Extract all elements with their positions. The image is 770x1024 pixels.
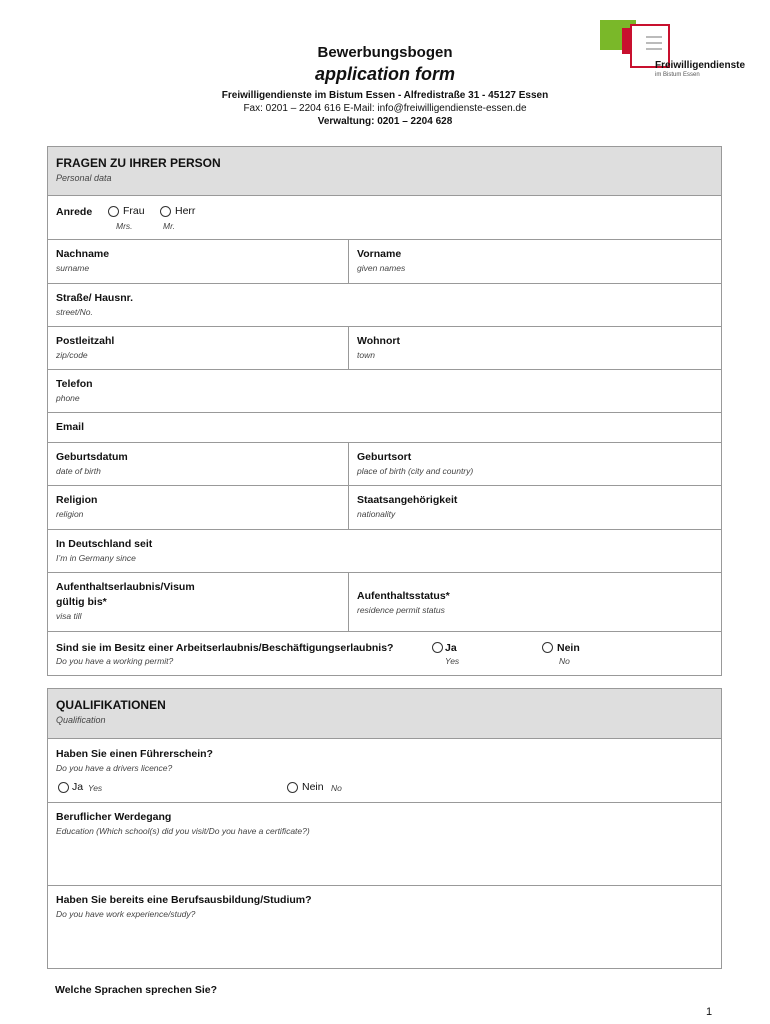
email-field[interactable] (48, 413, 721, 442)
training-field[interactable] (48, 886, 721, 968)
birth-date-sublabel: date of birth (56, 466, 101, 476)
visa-field[interactable] (48, 573, 203, 631)
licence-no-sublabel: No (331, 783, 342, 793)
page-number: 1 (706, 1006, 713, 1018)
phone-label: Telefon (56, 378, 93, 390)
religion-sublabel: religion (56, 509, 84, 519)
residence-status-sublabel: residence permit status (357, 605, 445, 615)
personal-data-heading (48, 147, 721, 196)
name-row (48, 240, 721, 284)
licence-yes-sublabel: Yes (88, 783, 103, 793)
salutation-label: Anrede (56, 206, 93, 218)
surname-label: Nachname (56, 248, 110, 260)
training-sublabel: Do you have work experience/study? (56, 909, 196, 919)
religion-label: Religion (56, 494, 98, 506)
visa-status-row (48, 573, 721, 632)
section-title: FRAGEN ZU IHRER PERSON (56, 156, 221, 170)
visa-label-line1: Aufenthaltserlaubnis/Visum (56, 581, 195, 593)
birth-row (48, 443, 721, 486)
phone-sublabel: phone (56, 393, 80, 403)
residence-status-label: Aufenthaltsstatus* (357, 590, 450, 602)
address-line: Freiwilligendienste im Bistum Essen - Alfredistraße 31 - 45127 Essen (221, 90, 549, 101)
qualification-heading (48, 689, 721, 739)
email-row (48, 413, 721, 443)
town-sublabel: town (357, 350, 375, 360)
section-subtitle: Personal data (56, 173, 112, 183)
licence-yes-radio[interactable] (58, 782, 69, 793)
herr-label: Herr (175, 205, 196, 217)
admin-line: Verwaltung: 0201 – 2204 628 (317, 116, 453, 127)
work-permit-sublabel: Do you have a working permit? (56, 656, 174, 666)
work-permit-no-radio[interactable] (542, 642, 553, 653)
zip-label: Postleitzahl (56, 335, 115, 347)
town-label: Wohnort (357, 335, 400, 347)
in-germany-field[interactable] (48, 530, 721, 572)
birth-date-field[interactable] (48, 443, 136, 485)
phone-field[interactable] (48, 370, 721, 412)
street-sublabel: street/No. (56, 307, 93, 317)
frau-radio[interactable] (108, 206, 119, 217)
personal-data-section (47, 146, 722, 676)
career-field[interactable] (48, 803, 721, 885)
phone-row (48, 370, 721, 413)
street-label: Straße/ Hausnr. (56, 292, 134, 304)
surname-sublabel: surname (56, 263, 90, 273)
given-name-field[interactable] (348, 240, 413, 283)
salutation-row (48, 196, 721, 240)
birth-place-sublabel: place of birth (city and country) (357, 466, 474, 476)
visa-label-line2: gültig bis* (56, 596, 107, 608)
birth-place-label: Geburtsort (357, 451, 412, 463)
licence-no-label: Nein (302, 781, 324, 793)
zip-sublabel: zip/code (56, 350, 88, 360)
drivers-licence-row (48, 739, 721, 803)
herr-radio[interactable] (160, 206, 171, 217)
work-permit-yes-sublabel: Yes (445, 656, 460, 666)
training-label: Haben Sie bereits eine Berufsausbildung/Studium? (56, 894, 312, 906)
in-germany-row (48, 530, 721, 573)
training-row (48, 886, 721, 968)
street-row (48, 284, 721, 327)
drivers-licence-sublabel: Do you have a drivers licence? (56, 763, 173, 773)
work-permit-yes-radio[interactable] (432, 642, 443, 653)
nationality-label: Staatsangehörigkeit (357, 494, 458, 506)
licence-yes-label: Ja (72, 781, 84, 793)
career-row (48, 803, 721, 886)
birth-date-label: Geburtsdatum (56, 451, 128, 463)
logo-brand-sub: im Bistum Essen (655, 72, 700, 78)
nationality-sublabel: nationality (357, 509, 396, 519)
qualification-section (47, 688, 722, 969)
birth-place-field[interactable] (348, 443, 481, 485)
given-name-label: Vorname (357, 248, 402, 260)
herr-sublabel: Mr. (163, 221, 175, 231)
languages-question: Welche Sprachen sprechen Sie? (55, 984, 218, 996)
work-permit-label: Sind sie im Besitz einer Arbeitserlaubnis/Beschäftigungserlaubnis? (56, 642, 394, 654)
visa-sublabel: visa till (56, 611, 82, 621)
town-field[interactable] (348, 327, 408, 369)
religion-field[interactable] (48, 486, 105, 529)
street-field[interactable] (48, 284, 721, 326)
form-subtitle: application form (314, 64, 455, 84)
given-name-sublabel: given names (357, 263, 406, 273)
contact-line: Fax: 0201 – 2204 616 E-Mail: info@freiwilligendienste-essen.de (243, 103, 527, 114)
drivers-licence-label: Haben Sie einen Führerschein? (56, 748, 213, 760)
form-header (0, 40, 770, 127)
work-permit-row (48, 632, 721, 676)
licence-no-radio[interactable] (287, 782, 298, 793)
work-permit-no-label: Nein (557, 642, 580, 654)
form-title: Bewerbungsbogen (317, 44, 453, 61)
career-sublabel: Education (Which school(s) did you visit/Do you have a certificate?) (56, 826, 310, 836)
surname-field[interactable] (48, 240, 117, 283)
frau-label: Frau (123, 205, 145, 217)
frau-sublabel: Mrs. (116, 221, 133, 231)
career-label: Beruflicher Werdegang (56, 811, 172, 823)
work-permit-yes-label: Ja (445, 642, 457, 654)
email-label: Email (56, 421, 85, 433)
section-subtitle: Qualification (56, 715, 106, 725)
work-permit-no-sublabel: No (559, 656, 570, 666)
logo-brand: Freiwilligendienste (655, 60, 746, 71)
in-germany-label: In Deutschland seit (56, 538, 153, 550)
religion-nationality-row (48, 486, 721, 530)
nationality-field[interactable] (348, 486, 465, 529)
in-germany-sublabel: I’m in Germany since (56, 553, 136, 563)
section-title: QUALIFIKATIONEN (56, 698, 166, 712)
zip-town-row (48, 327, 721, 370)
residence-status-field[interactable] (348, 573, 458, 631)
zip-field[interactable] (48, 327, 122, 369)
